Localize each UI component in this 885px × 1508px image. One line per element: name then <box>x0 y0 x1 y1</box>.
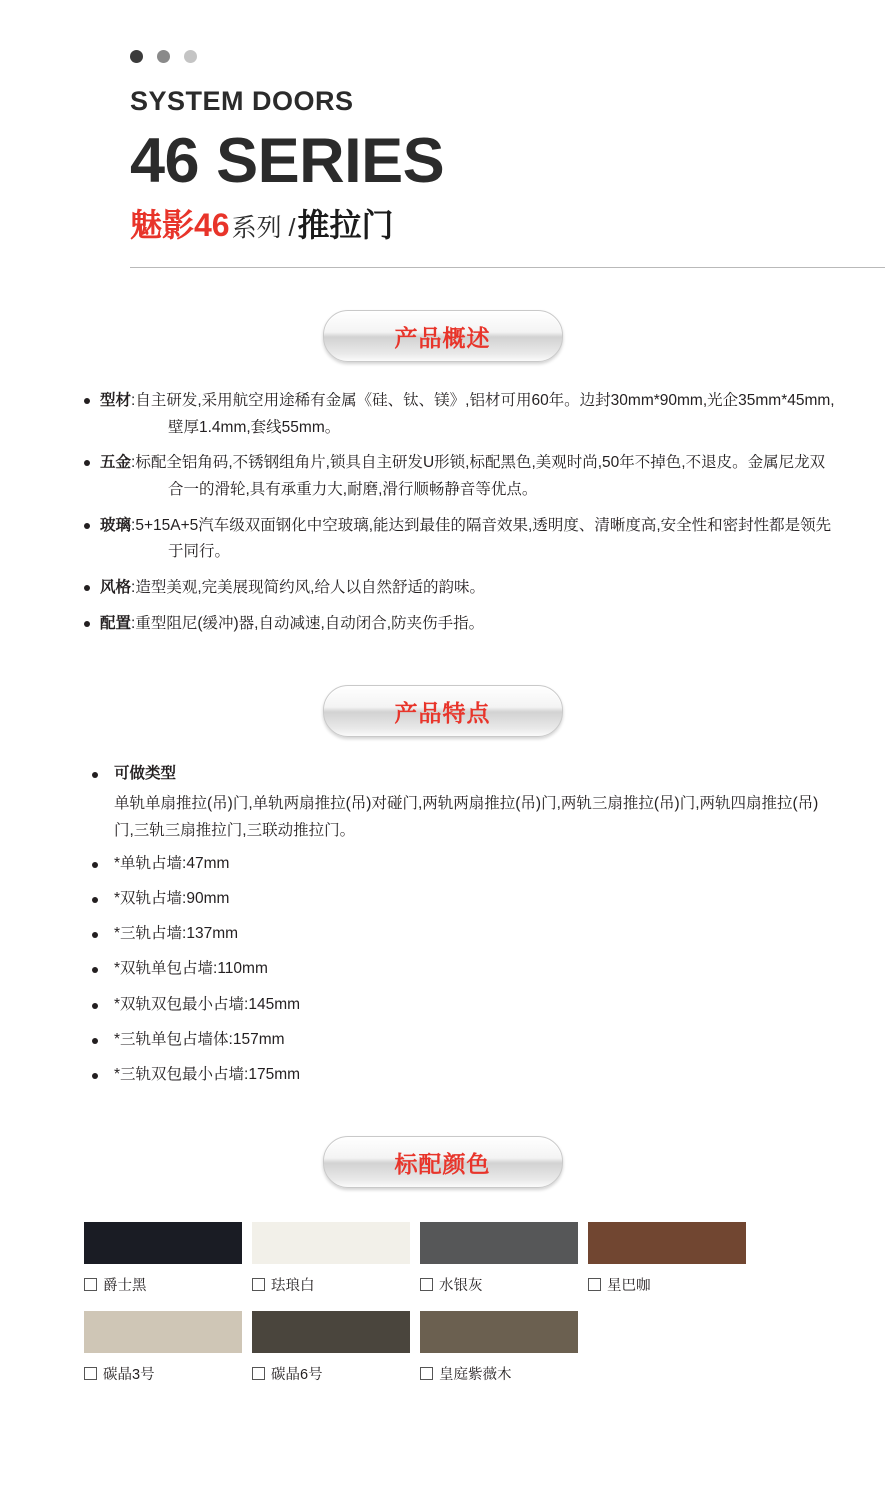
overview-sep-4: : <box>131 614 136 632</box>
color-swatch[interactable] <box>420 1311 578 1384</box>
feature-item-6: *三轨双包最小占墙:175mm <box>114 1066 301 1084</box>
list-item <box>48 954 837 984</box>
color-chip <box>252 1311 410 1353</box>
overview-label-3: 风格 <box>100 578 132 596</box>
color-chip <box>252 1222 410 1264</box>
overview-label-1: 五金 <box>100 454 132 472</box>
subtitle-product: 推拉门 <box>297 207 394 244</box>
color-swatch-grid <box>48 1222 884 1384</box>
dot-icon-1 <box>130 50 143 63</box>
feature-item-4: *双轨双包最小占墙:145mm <box>114 995 301 1013</box>
section-heading-colors <box>48 1136 837 1188</box>
subtitle-cn <box>130 207 837 244</box>
feature-item-5: *三轨单包占墙体:157mm <box>114 1030 285 1048</box>
color-swatch[interactable] <box>252 1311 410 1384</box>
color-chip <box>84 1222 242 1264</box>
page-title: 46 SERIES <box>130 126 445 196</box>
checkbox-icon[interactable] <box>252 1367 265 1380</box>
checkbox-icon[interactable] <box>84 1278 97 1291</box>
color-name: 珐琅白 <box>271 1278 315 1295</box>
color-chip <box>420 1222 578 1264</box>
header-divider <box>130 267 885 268</box>
color-swatch[interactable] <box>588 1222 746 1295</box>
section-heading-features <box>48 685 837 737</box>
checkbox-icon[interactable] <box>84 1367 97 1380</box>
section-heading-overview <box>48 310 837 362</box>
color-name: 水银灰 <box>439 1278 483 1295</box>
color-name: 皇庭紫薇木 <box>439 1367 512 1384</box>
overview-text-2: 5+15A+5汽车级双面钢化中空玻璃,能达到最佳的隔音效果,透明度、清晰度高,安全性和密封性都是领先于同行。 <box>135 516 832 561</box>
list-item <box>48 919 837 949</box>
checkbox-icon[interactable] <box>252 1278 265 1291</box>
list-item <box>48 849 837 879</box>
pill-colors-label: 标配颜色 <box>394 1150 491 1177</box>
feature-item-1: *双轨占墙:90mm <box>114 889 230 907</box>
checkbox-icon[interactable] <box>420 1278 433 1291</box>
feature-item-3: *双轨单包占墙:110mm <box>114 960 268 978</box>
pill-features <box>323 685 563 737</box>
overview-sep-1: : <box>131 454 136 472</box>
color-swatch[interactable] <box>84 1311 242 1384</box>
overview-list <box>48 388 837 637</box>
overview-text-4: 重型阻尼(缓冲)器,自动减速,自动闭合,防夹伤手指。 <box>135 614 485 632</box>
list-item <box>48 990 837 1020</box>
overview-label-0: 型材 <box>100 392 132 410</box>
features-list <box>48 759 837 1090</box>
overview-text-3: 造型美观,完美展现简约风,给人以自然舒适的韵味。 <box>135 578 485 596</box>
color-label-row <box>420 1363 578 1384</box>
pill-colors <box>323 1136 563 1188</box>
overview-sep-3: : <box>131 578 136 596</box>
color-label-row <box>420 1274 578 1295</box>
list-item <box>48 759 837 843</box>
subtitle-brand: 魅影46 <box>130 207 230 244</box>
list-item <box>48 388 837 441</box>
checkbox-icon[interactable] <box>588 1278 601 1291</box>
decorative-dots <box>130 50 197 63</box>
list-item <box>48 1060 837 1090</box>
color-swatch[interactable] <box>252 1222 410 1295</box>
color-name: 爵士黑 <box>103 1278 147 1295</box>
color-chip <box>588 1222 746 1264</box>
page-header <box>48 0 837 268</box>
color-chip <box>420 1311 578 1353</box>
list-item <box>48 513 837 566</box>
feature-head: 可做类型 <box>114 765 177 783</box>
feature-item-2: *三轨占墙:137mm <box>114 925 239 943</box>
list-item <box>48 611 837 638</box>
feature-item-0: *单轨占墙:47mm <box>114 854 230 872</box>
dot-icon-2 <box>157 50 170 63</box>
color-label-row <box>252 1363 410 1384</box>
list-item <box>48 884 837 914</box>
eyebrow-title: SYSTEM DOORS <box>130 86 354 116</box>
overview-label-2: 玻璃 <box>100 516 132 534</box>
list-item <box>48 1025 837 1055</box>
color-name: 碳晶6号 <box>271 1367 323 1384</box>
feature-sub: 单轨单扇推拉(吊)门,单轨两扇推拉(吊)对碰门,两轨两扇推拉(吊)门,两轨三扇推拉(吊)门,两轨四扇推拉(吊)门,三轨三扇推拉门,三联动推拉门。 <box>114 794 819 839</box>
pill-overview <box>323 310 563 362</box>
overview-sep-2: : <box>131 516 136 534</box>
dot-icon-3 <box>184 50 197 63</box>
overview-text-1: 标配全铝角码,不锈钢组角片,锁具自主研发U形锁,标配黑色,美观时尚,50年不掉色,不退皮。金属尼龙双合一的滑轮,具有承重力大,耐磨,滑行顺畅静音等优点。 <box>135 454 826 498</box>
overview-label-4: 配置 <box>100 614 132 632</box>
color-swatch[interactable] <box>420 1222 578 1295</box>
list-item <box>48 575 837 602</box>
color-label-row <box>252 1274 410 1295</box>
subtitle-series: 系列 / <box>231 214 296 243</box>
overview-sep-0: : <box>131 392 136 410</box>
overview-text-0: 自主研发,采用航空用途稀有金属《硅、钛、镁》,铝材可用60年。边封30mm*90mm,光企35mm*45mm,壁厚1.4mm,套线55mm。 <box>135 392 835 436</box>
color-chip <box>84 1311 242 1353</box>
color-label-row <box>588 1274 746 1295</box>
pill-overview-label: 产品概述 <box>394 324 491 351</box>
checkbox-icon[interactable] <box>420 1367 433 1380</box>
color-label-row <box>84 1274 242 1295</box>
color-name: 碳晶3号 <box>103 1367 155 1384</box>
list-item <box>48 450 837 503</box>
color-name: 星巴咖 <box>607 1278 651 1295</box>
color-swatch[interactable] <box>84 1222 242 1295</box>
color-label-row <box>84 1363 242 1384</box>
pill-features-label: 产品特点 <box>394 699 491 726</box>
